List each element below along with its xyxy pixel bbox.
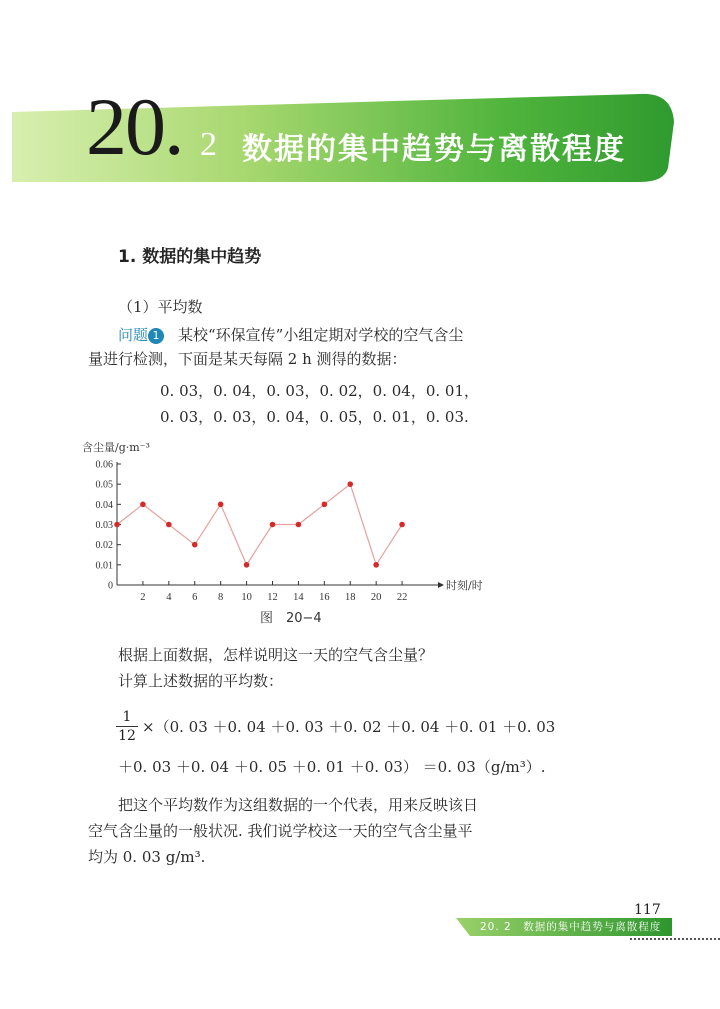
- formula-line-2: ＋0. 03 ＋0. 04 ＋0. 05 ＋0. 01 ＋0. 03） ＝0. 03（g/m³）.: [118, 758, 546, 776]
- question-number-badge: 1: [148, 328, 164, 344]
- question-label: 问题: [118, 326, 149, 344]
- x-tick-label: 6: [192, 592, 198, 603]
- y-tick-label: 0.01: [95, 560, 113, 572]
- data-line-2: 0. 03，0. 03，0. 04，0. 05，0. 01，0. 03.: [160, 408, 469, 426]
- x-tick-label: 18: [345, 592, 356, 603]
- question-line-2: 量进行检测，下面是某天每隔 2 h 测得的数据：: [88, 350, 407, 368]
- x-axis-arrow: [438, 582, 444, 588]
- data-point: [296, 522, 302, 528]
- prompt-line-1: 根据上面数据，怎样说明这一天的空气含尘量？: [118, 646, 434, 664]
- sub-heading: （1）平均数: [118, 298, 203, 316]
- y-tick-label: 0.04: [95, 499, 113, 511]
- fraction-numerator: 1: [116, 708, 138, 727]
- y-tick-label: 0.02: [95, 540, 113, 552]
- dust-content-line-chart: [80, 438, 500, 608]
- y-tick-label: 0: [108, 580, 113, 592]
- x-tick-label: 8: [218, 592, 224, 603]
- x-tick-label: 10: [241, 592, 252, 603]
- x-axis-label: 时刻/时: [446, 579, 483, 592]
- data-point: [166, 522, 172, 528]
- data-point: [270, 522, 276, 528]
- data-point: [322, 502, 328, 508]
- y-axis-label: 含尘量/g·m⁻³: [82, 441, 150, 454]
- x-tick-label: 16: [319, 592, 330, 603]
- x-tick-label: 12: [267, 592, 278, 603]
- x-tick-label: 22: [396, 592, 408, 603]
- x-tick-label: 2: [140, 592, 146, 603]
- figure-caption: 图 20−4: [260, 611, 322, 626]
- x-tick-label: 4: [166, 592, 172, 603]
- fraction-denominator: 12: [118, 728, 136, 744]
- chapter-number: 20.: [86, 81, 183, 172]
- data-point: [347, 481, 353, 487]
- data-point: [218, 502, 224, 508]
- y-tick-label: 0.05: [95, 479, 113, 491]
- data-point: [114, 522, 120, 528]
- series-line: [117, 484, 402, 565]
- prompt-line-2: 计算上述数据的平均数：: [118, 672, 284, 690]
- page-number: 117: [634, 902, 661, 918]
- section-heading: 1. 数据的集中趋势: [118, 247, 262, 267]
- data-point: [140, 502, 146, 508]
- formula-line-1: ×（0. 03 ＋0. 04 ＋0. 03 ＋0. 02 ＋0. 04 ＋0. 01 ＋0. 03: [142, 718, 556, 736]
- question-line-1: [118, 324, 463, 346]
- chapter-sub-number: 2: [200, 126, 217, 163]
- conclusion-line-2: 空气含尘量的一般状况. 我们说学校这一天的空气含尘量平: [88, 822, 473, 840]
- data-point: [244, 562, 250, 568]
- data-line-1: 0. 03，0. 04，0. 03，0. 02，0. 04，0. 01，: [160, 382, 479, 400]
- data-point: [373, 562, 379, 568]
- conclusion-line-1: 把这个平均数作为这组数据的一个代表，用来反映该日: [118, 796, 479, 814]
- footer-running-title: 20. 2 数据的集中趋势与离散程度: [480, 921, 662, 933]
- data-point: [192, 542, 198, 548]
- data-point: [399, 522, 405, 528]
- y-tick-label: 0.03: [95, 520, 113, 531]
- question-text-1: 某校“环保宣传”小组定期对学校的空气含尘: [178, 326, 464, 344]
- x-tick-label: 20: [370, 592, 382, 603]
- chapter-title: 数据的集中趋势与离散程度: [242, 132, 626, 167]
- fraction: [116, 708, 138, 745]
- footer-dotted-rule: [630, 938, 720, 940]
- conclusion-line-3: 均为 0. 03 g/m³.: [88, 848, 206, 866]
- x-tick-label: 14: [293, 592, 304, 603]
- y-tick-label: 0.06: [95, 459, 113, 471]
